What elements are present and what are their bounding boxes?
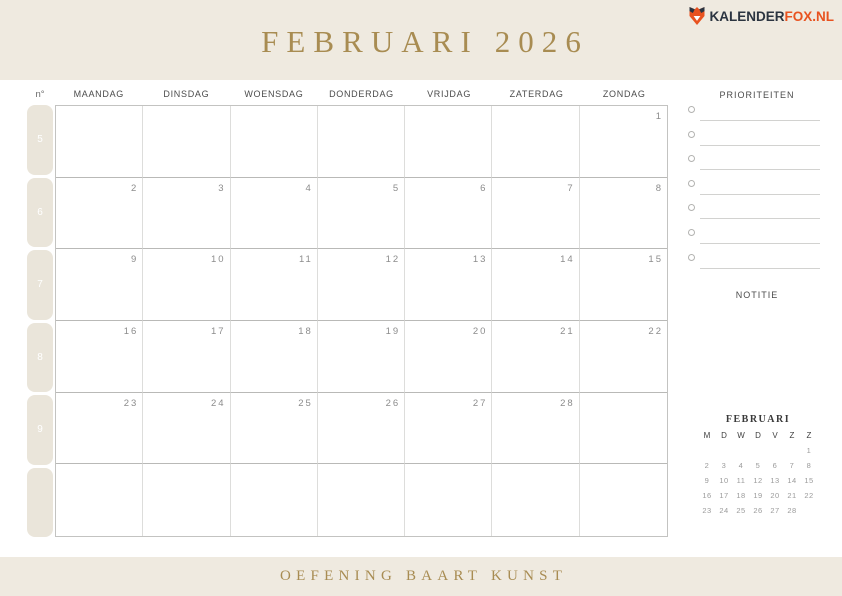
priorities-list <box>686 104 822 276</box>
mini-day-number: 8 <box>806 461 812 470</box>
mini-day-number: 22 <box>804 491 814 500</box>
week-number-tab <box>27 395 53 465</box>
day-number: 25 <box>298 397 313 409</box>
day-header-row <box>55 89 668 99</box>
day-header: DONDERDAG <box>329 89 394 99</box>
day-cell <box>405 464 492 536</box>
mini-day-number: 14 <box>787 476 797 485</box>
mini-day-number <box>716 443 733 458</box>
day-cell <box>318 106 405 178</box>
priority-bullet-icon <box>688 106 695 113</box>
mini-day-number: 19 <box>753 491 763 500</box>
day-number: 15 <box>648 254 663 266</box>
mini-day-number <box>733 443 750 458</box>
day-cell <box>56 321 143 393</box>
mini-day-number <box>801 503 818 518</box>
day-cell <box>143 106 230 178</box>
day-cell <box>231 321 318 393</box>
day-cell <box>231 249 318 321</box>
day-cell <box>143 393 230 465</box>
day-number: 9 <box>130 254 139 266</box>
day-cell <box>56 249 143 321</box>
mini-day-header: W <box>737 431 745 440</box>
day-cell <box>492 106 579 178</box>
day-header: ZATERDAG <box>509 89 564 99</box>
day-cell <box>56 106 143 178</box>
day-cell <box>492 249 579 321</box>
mini-day-number <box>784 443 801 458</box>
day-header: ZONDAG <box>602 89 646 99</box>
week-number-tab <box>27 178 53 248</box>
calendar-grid <box>55 105 668 537</box>
mini-day-header: D <box>721 431 727 440</box>
day-number: 17 <box>210 325 226 337</box>
mini-day-number: 7 <box>789 461 795 470</box>
mini-day-number: 13 <box>770 476 780 485</box>
mini-day-number: 5 <box>755 461 761 470</box>
priority-row <box>686 178 822 203</box>
priority-bullet-icon <box>688 204 695 211</box>
priority-write-line <box>700 218 820 219</box>
mini-day-number: 10 <box>719 476 729 485</box>
week-number-tab <box>27 468 53 538</box>
day-cell <box>231 464 318 536</box>
mini-day-number: 1 <box>806 446 812 455</box>
priority-bullet-icon <box>688 229 695 236</box>
day-number: 14 <box>560 254 575 266</box>
mini-day-number: 25 <box>736 506 746 515</box>
day-number: 19 <box>385 325 401 337</box>
day-number: 8 <box>655 182 663 194</box>
day-number: 7 <box>567 182 575 194</box>
mini-day-number: 15 <box>804 476 814 485</box>
mini-day-number: 27 <box>770 506 780 515</box>
mini-day-number: 11 <box>736 476 746 485</box>
page-title: FEBRUARI 2026 <box>261 24 589 59</box>
day-cell <box>318 321 405 393</box>
priority-row <box>686 252 822 277</box>
priority-bullet-icon <box>688 155 695 162</box>
priority-row <box>686 153 822 178</box>
day-cell <box>56 464 143 536</box>
day-number: 18 <box>298 325 313 337</box>
mini-day-number: 4 <box>738 461 744 470</box>
day-cell <box>580 321 667 393</box>
priority-row <box>686 104 822 129</box>
priority-write-line <box>700 120 820 121</box>
mini-day-header: Z <box>789 431 795 440</box>
day-number: 3 <box>218 182 226 194</box>
logo-text <box>709 9 834 24</box>
priority-write-line <box>700 243 820 244</box>
day-cell <box>492 178 579 250</box>
day-number: 28 <box>560 397 575 409</box>
priority-bullet-icon <box>688 254 695 261</box>
day-cell <box>231 106 318 178</box>
kalenderfox-logo[interactable] <box>688 6 834 26</box>
day-cell <box>318 464 405 536</box>
priority-write-line <box>700 268 820 269</box>
day-header: VRIJDAG <box>427 89 472 99</box>
week-number: 8 <box>37 351 43 363</box>
mini-calendar-grid <box>698 428 818 518</box>
mini-day-number: 20 <box>770 491 780 500</box>
mini-day-number: 3 <box>721 461 727 470</box>
mini-day-number: 9 <box>704 476 710 485</box>
day-number: 1 <box>655 111 663 122</box>
notes-title: NOTITIE <box>735 290 779 300</box>
logo-text-kalender: KALENDER <box>709 8 785 24</box>
mini-day-number <box>767 443 784 458</box>
day-number: 23 <box>123 397 139 409</box>
priority-bullet-icon <box>688 180 695 187</box>
day-cell <box>405 393 492 465</box>
mini-day-header: D <box>755 431 761 440</box>
mini-day-number <box>699 443 716 458</box>
day-number: 24 <box>210 397 226 409</box>
priority-write-line <box>700 145 820 146</box>
priority-write-line <box>700 194 820 195</box>
mini-day-number: 18 <box>736 491 746 500</box>
day-cell <box>405 106 492 178</box>
day-number: 26 <box>385 397 401 409</box>
priority-row <box>686 129 822 154</box>
day-header: DINSDAG <box>163 89 210 99</box>
week-number-tab <box>27 250 53 320</box>
day-cell <box>580 249 667 321</box>
notes-area <box>690 305 824 405</box>
priority-row <box>686 227 822 252</box>
day-cell <box>405 249 492 321</box>
day-number: 20 <box>472 325 488 337</box>
day-number: 27 <box>472 397 488 409</box>
day-number: 4 <box>305 182 313 194</box>
mini-day-header: M <box>703 431 711 440</box>
footer-motto: OEFENING BAART KUNST <box>280 568 568 584</box>
day-cell <box>143 249 230 321</box>
day-header: WOENSDAG <box>244 89 304 99</box>
day-cell <box>143 464 230 536</box>
day-number: 21 <box>560 325 575 337</box>
day-number: 22 <box>648 325 663 337</box>
day-number: 6 <box>480 182 488 194</box>
day-number: 12 <box>385 254 401 266</box>
mini-day-number: 6 <box>772 461 778 470</box>
mini-day-number: 26 <box>753 506 763 515</box>
day-cell <box>580 178 667 250</box>
footer-band <box>0 557 842 596</box>
day-number: 16 <box>123 325 139 337</box>
day-cell <box>231 393 318 465</box>
fox-icon <box>688 6 706 26</box>
priority-write-line <box>700 169 820 170</box>
mini-day-number: 12 <box>753 476 763 485</box>
day-cell <box>143 321 230 393</box>
day-number: 5 <box>392 182 401 194</box>
mini-day-number: 24 <box>719 506 729 515</box>
week-number: 6 <box>37 206 43 218</box>
mini-day-header: Z <box>806 431 812 440</box>
day-cell <box>492 464 579 536</box>
mini-day-number: 21 <box>787 491 797 500</box>
week-number-column <box>27 105 53 537</box>
day-cell <box>56 393 143 465</box>
day-cell <box>492 393 579 465</box>
logo-text-foxnl: FOX.NL <box>784 8 834 24</box>
mini-day-number: 17 <box>719 491 729 500</box>
day-cell <box>492 321 579 393</box>
mini-day-number: 23 <box>702 506 712 515</box>
week-number-tab <box>27 105 53 175</box>
day-number: 2 <box>130 182 139 194</box>
mini-day-number: 28 <box>787 506 797 515</box>
day-number: 10 <box>210 254 226 266</box>
day-number: 11 <box>298 254 313 266</box>
week-number: 7 <box>37 279 43 291</box>
day-header: MAANDAG <box>73 89 124 99</box>
priorities-title: PRIORITEITEN <box>719 90 795 100</box>
priority-bullet-icon <box>688 131 695 138</box>
week-number-label: n° <box>35 89 45 100</box>
day-cell <box>405 321 492 393</box>
week-number: 5 <box>37 134 43 146</box>
mini-day-number <box>750 443 767 458</box>
day-cell <box>56 178 143 250</box>
day-cell <box>318 178 405 250</box>
day-cell <box>318 393 405 465</box>
day-cell <box>580 464 667 536</box>
day-cell <box>580 106 667 178</box>
mini-calendar <box>698 414 818 518</box>
week-number: 9 <box>37 424 43 436</box>
day-cell <box>580 393 667 465</box>
mini-day-number: 2 <box>704 461 710 470</box>
priority-row <box>686 202 822 227</box>
day-number: 13 <box>472 254 488 266</box>
mini-day-header: V <box>772 431 778 440</box>
mini-calendar-title: FEBRUARI <box>725 414 791 425</box>
mini-day-number: 16 <box>702 491 712 500</box>
day-cell <box>318 249 405 321</box>
day-cell <box>143 178 230 250</box>
week-number-tab <box>27 323 53 393</box>
day-cell <box>405 178 492 250</box>
day-cell <box>231 178 318 250</box>
